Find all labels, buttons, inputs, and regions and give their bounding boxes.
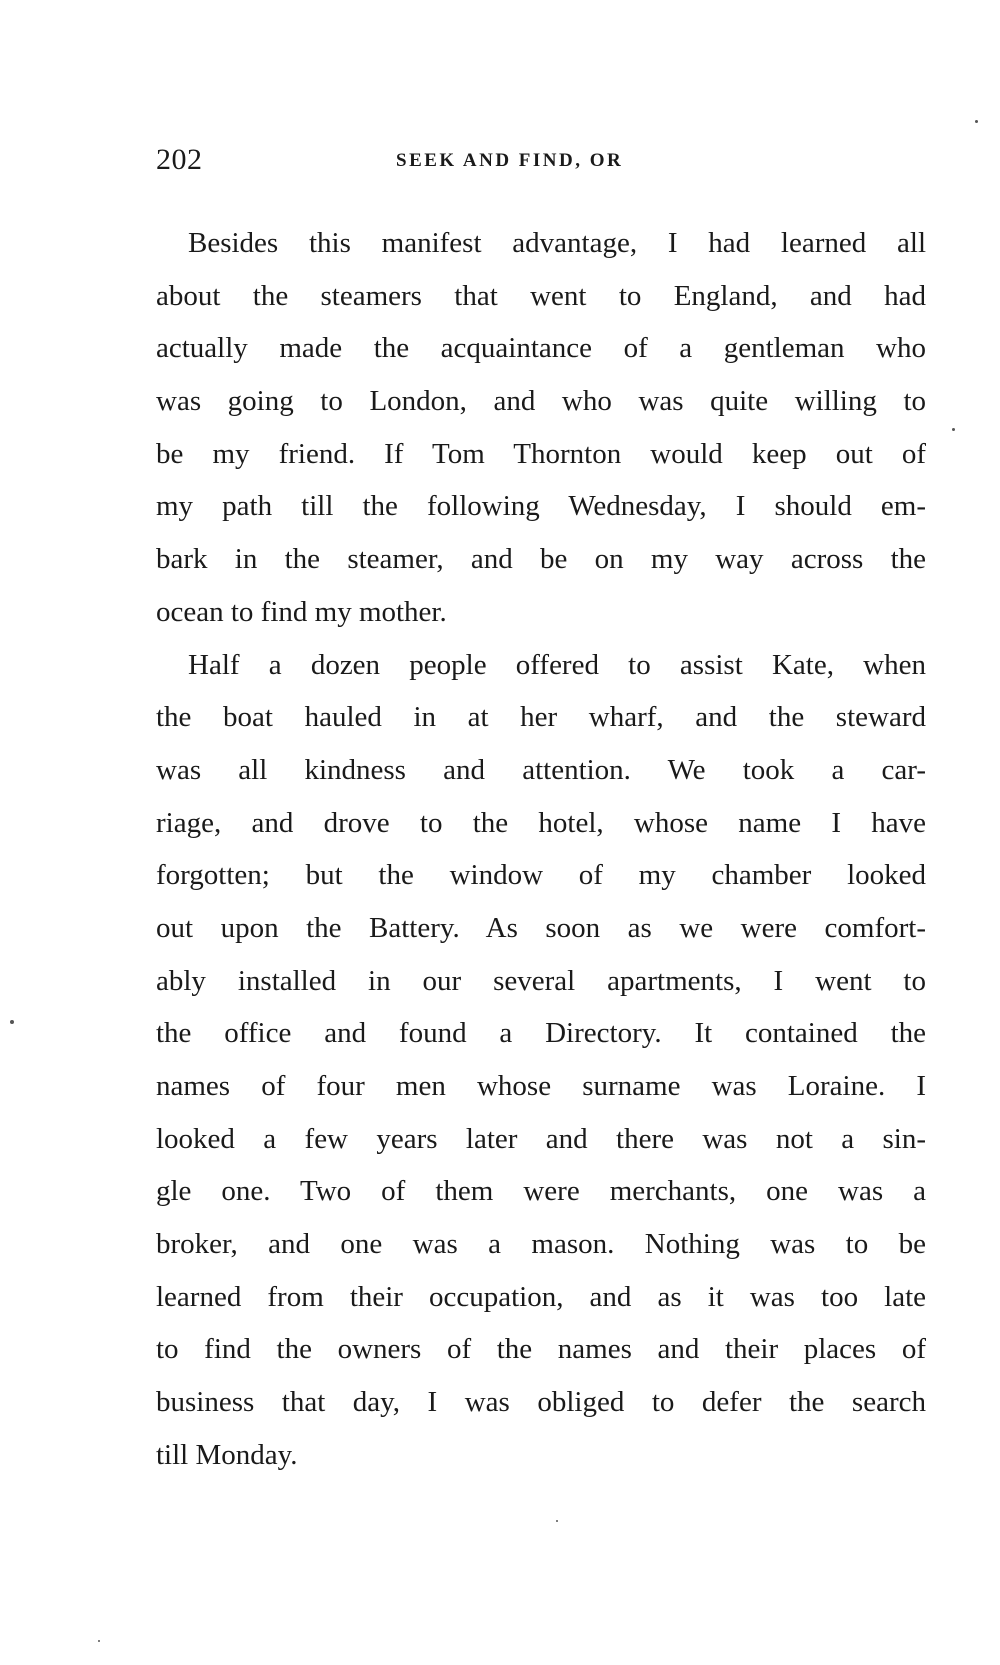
- text-line: Half a dozen people offered to assist Kate, when: [188, 648, 926, 681]
- text-line: looked a few years later and there was not a sin-: [156, 1122, 926, 1155]
- text-line: the boat hauled in at her wharf, and the steward: [156, 701, 926, 734]
- scan-speck: [556, 1520, 558, 1522]
- text-line: Besides this manifest advantage, I had learned all: [188, 227, 926, 259]
- text-line: broker, and one was a mason. Nothing was to be: [156, 1228, 926, 1261]
- running-title: SEEK AND FIND, OR: [396, 150, 624, 171]
- text-line: out upon the Battery. As soon as we were comfort-: [156, 911, 926, 944]
- text-line: names of four men whose surname was Loraine. I: [156, 1070, 926, 1102]
- text-line: riage, and drove to the hotel, whose name I have: [156, 806, 926, 839]
- scan-speck: [10, 1020, 14, 1024]
- scan-speck: [98, 1640, 100, 1642]
- scan-speck: [975, 120, 978, 123]
- text-line: about the steamers that went to England, and had: [156, 279, 926, 312]
- text-line: business that day, I was obliged to defer the search: [156, 1386, 926, 1419]
- text-line: to find the owners of the names and their places of: [156, 1333, 926, 1366]
- text-line: ocean to find my mother.: [156, 595, 447, 628]
- text-line: the office and found a Directory. It contained the: [156, 1017, 926, 1050]
- scan-speck: [952, 428, 955, 431]
- page-number: 202: [156, 143, 203, 176]
- text-line: was going to London, and who was quite willing to: [156, 385, 926, 418]
- text-line: gle one. Two of them were merchants, one was a: [156, 1175, 926, 1208]
- body-text: [156, 217, 926, 1482]
- text-line: forgotten; but the window of my chamber looked: [156, 859, 926, 892]
- text-line: ably installed in our several apartments, I went to: [156, 964, 926, 997]
- text-line: bark in the steamer, and be on my way across the: [156, 543, 926, 576]
- text-line: till Monday.: [156, 1438, 298, 1471]
- text-line: my path till the following Wednesday, I should em-: [156, 490, 926, 523]
- text-line: actually made the acquaintance of a gentleman who: [156, 332, 926, 365]
- text-line: learned from their occupation, and as it was too late: [156, 1280, 926, 1313]
- text-line: be my friend. If Tom Thornton would keep out of: [156, 437, 926, 470]
- running-head: [156, 143, 926, 183]
- text-line: was all kindness and attention. We took a car-: [156, 753, 926, 786]
